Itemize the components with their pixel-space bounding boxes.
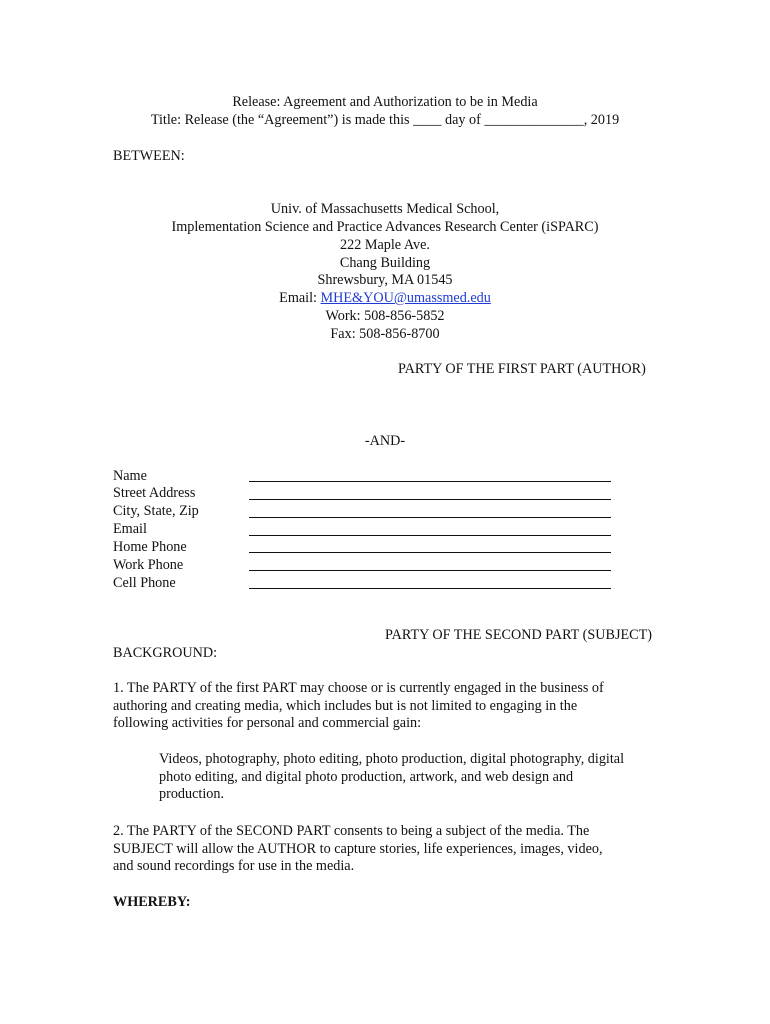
cell-phone-label: Cell Phone <box>113 575 176 591</box>
paragraph-2-line: and sound recordings for use in the media. <box>113 858 355 875</box>
home-phone-label: Home Phone <box>113 539 187 555</box>
activities-line: Videos, photography, photo editing, photo production, digital photography, digital <box>159 751 625 767</box>
cell-phone-field[interactable] <box>249 588 611 589</box>
background-label: BACKGROUND: <box>113 645 218 661</box>
author-street: 222 Maple Ave. <box>340 237 430 253</box>
party-second-label: PARTY OF THE SECOND PART (SUBJECT) <box>385 627 652 643</box>
city-state-zip-label: City, State, Zip <box>113 503 199 519</box>
paragraph-1 <box>113 680 673 733</box>
activities-line: production. <box>159 786 225 803</box>
name-field[interactable] <box>249 481 611 482</box>
email-link[interactable]: MHE&YOU@umassmed.edu <box>320 290 491 306</box>
street-address-label: Street Address <box>113 485 196 501</box>
author-email-line <box>0 290 770 308</box>
activities-list <box>159 751 719 804</box>
paragraph-2 <box>113 823 673 876</box>
author-org: Univ. of Massachusetts Medical School, <box>270 201 500 217</box>
document-title: Release: Agreement and Authorization to be in Media <box>232 94 538 110</box>
work-phone-field[interactable] <box>249 570 611 571</box>
paragraph-1-line: following activities for personal and commercial gain: <box>113 715 422 732</box>
party-first-label: PARTY OF THE FIRST PART (AUTHOR) <box>398 361 646 377</box>
city-state-zip-field[interactable] <box>249 517 611 518</box>
name-label: Name <box>113 468 147 484</box>
activities-line: photo editing, and digital photo production, artwork, and web design and <box>159 768 574 785</box>
email-label: Email <box>113 521 147 537</box>
agreement-title-line: Title: Release (the “Agreement”) is made this ____ day of ______________, 2019 <box>150 112 620 128</box>
author-center: Implementation Science and Practice Advances Research Center (iSPARC) <box>171 219 599 235</box>
between-label: BETWEEN: <box>113 148 185 164</box>
author-building: Chang Building <box>339 255 431 271</box>
work-phone-label: Work Phone <box>113 557 184 573</box>
email-prefix: Email: <box>279 290 317 306</box>
email-field[interactable] <box>249 535 611 536</box>
and-separator: -AND- <box>364 433 406 449</box>
author-city: Shrewsbury, MA 01545 <box>317 272 453 288</box>
home-phone-field[interactable] <box>249 552 611 553</box>
paragraph-1-line: 1. The PARTY of the first PART may choose or is currently engaged in the business of <box>113 680 604 696</box>
author-work-phone: Work: 508-856-5852 <box>325 308 445 324</box>
street-address-field[interactable] <box>249 499 611 500</box>
whereby-heading: WHEREBY: <box>113 894 191 910</box>
paragraph-2-line: SUBJECT will allow the AUTHOR to capture stories, life experiences, images, video, <box>113 840 603 857</box>
author-fax: Fax: 508-856-8700 <box>330 326 440 342</box>
paragraph-2-line: 2. The PARTY of the SECOND PART consents to being a subject of the media. The <box>113 823 590 839</box>
paragraph-1-line: authoring and creating media, which includes but is not limited to engaging in the <box>113 697 578 714</box>
